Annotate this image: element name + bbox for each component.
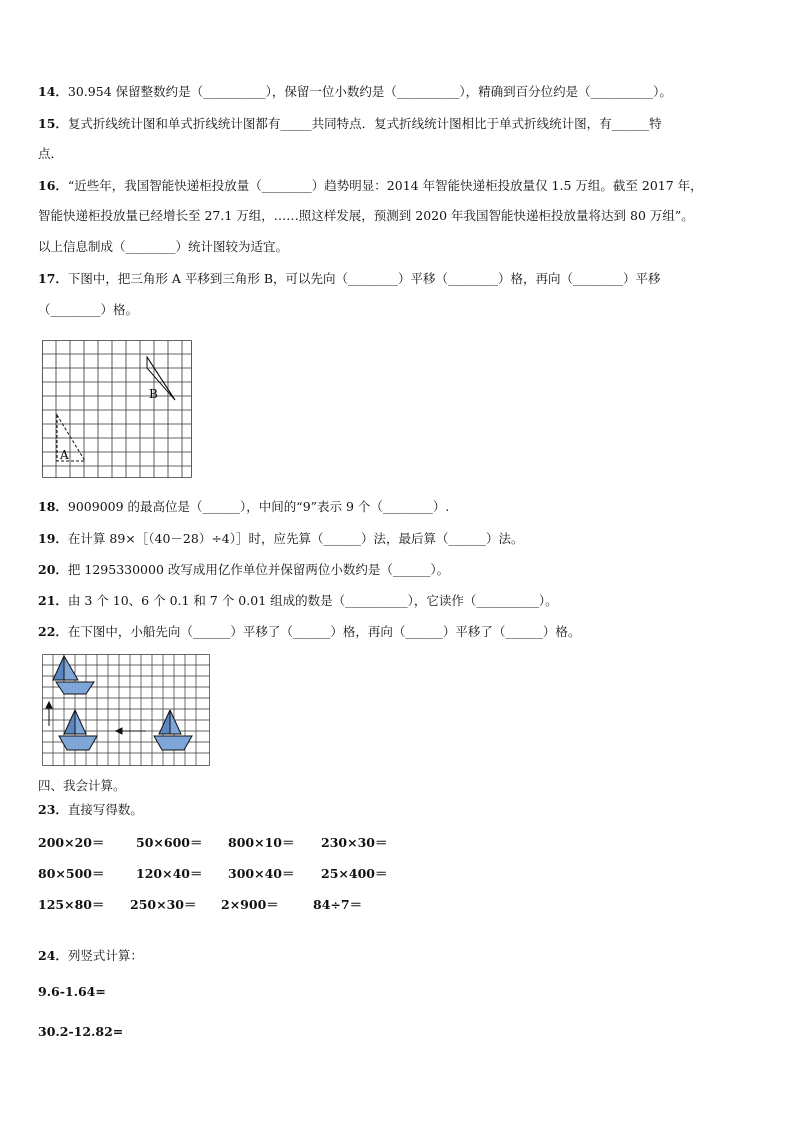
question-text: 把 1295330000 改写成用亿作单位并保留两位小数约是（______）。 [67, 562, 450, 577]
question-21 [38, 593, 558, 609]
question-text: 由 3 个 10、6 个 0.1 和 7 个 0.01 组成的数是（__________），它读作（__________）。 [67, 593, 558, 608]
calc-item: 200×20＝ [38, 835, 105, 850]
boat-right [154, 710, 192, 750]
question-number: 19． [38, 531, 68, 546]
up-arrow [46, 702, 52, 726]
question-number: 15． [38, 116, 68, 131]
question-number: 14． [38, 84, 68, 99]
calc-item: 50×600＝ [136, 835, 203, 850]
question-23 [38, 802, 143, 818]
question-number: 16． [38, 178, 68, 193]
question-22 [38, 624, 580, 640]
boat-top [53, 656, 94, 694]
question-text: 复式折线统计图和单式折线统计图都有_____共同特点．复式折线统计图相比于单式折线统计图，有______特 [67, 116, 662, 131]
question-text: 列竖式计算： [67, 948, 143, 963]
question-15 [38, 116, 662, 132]
question-15-continued [38, 146, 63, 162]
calc-item: 84÷7＝ [313, 897, 363, 912]
vertical-calc-2: 30.2-12.82= [38, 1024, 124, 1039]
calc-item: 25×400＝ [321, 866, 388, 881]
question-text: 下图中，把三角形 A 平移到三角形 B，可以先向（________）平移（________）格，再向（________）平移 [67, 271, 661, 286]
question-text: （________）格。 [38, 302, 139, 317]
vertical-calc-1: 9.6-1.64= [38, 984, 106, 999]
question-number: 17． [38, 271, 68, 286]
triangle-a-label: A [60, 448, 69, 462]
question-text: 在下图中，小船先向（______）平移了（______）格，再向（______）平移了（______）格。 [67, 624, 581, 639]
question-16 [38, 178, 703, 194]
calc-item: 80×500＝ [38, 866, 105, 881]
question-16-line3 [38, 239, 288, 255]
question-14 [38, 84, 672, 100]
question-text: 智能快递柜投放量已经增长至 27.1 万组，……照这样发展，预测到 2020 年我国智能快递柜投放量将达到 80 万组”。 [38, 208, 694, 223]
calc-item: 230×30＝ [321, 835, 388, 850]
question-20 [38, 562, 449, 578]
question-text: 30.954 保留整数约是（__________），保留一位小数约是（__________），精确到百分位约是（__________）。 [67, 84, 672, 99]
section-heading: 四、我会计算。 [38, 778, 126, 793]
boat-grid-figure [42, 654, 210, 766]
question-number: 24． [38, 948, 68, 963]
question-text: 以上信息制成（________）统计图较为适宜。 [38, 239, 289, 254]
question-number: 22． [38, 624, 68, 639]
question-text: “近些年，我国智能快递柜投放量（________）趋势明显：2014 年智能快递柜投放量仅 1.5 万组。截至 2017 年， [67, 178, 703, 193]
boat-left [59, 710, 97, 750]
question-number: 21． [38, 593, 68, 608]
calc-item: 2×900＝ [221, 897, 279, 912]
question-number: 18． [38, 499, 68, 514]
question-text: 点． [38, 146, 64, 161]
calc-item: 120×40＝ [136, 866, 203, 881]
calc-item: 125×80＝ [38, 897, 105, 912]
question-text: 在计算 89×［（40－28）÷4）］时，应先算（______）法，最后算（______）法。 [67, 531, 524, 546]
question-number: 20． [38, 562, 68, 577]
question-19 [38, 531, 524, 547]
triangle-b-label: B [149, 387, 158, 401]
calc-item: 300×40＝ [228, 866, 295, 881]
translation-grid-figure [42, 340, 192, 478]
question-18 [38, 499, 449, 515]
question-number: 23． [38, 802, 68, 817]
left-arrow [116, 728, 146, 734]
question-text: 9009009 的最高位是（______），中间的“9”表示 9 个（________）. [67, 499, 450, 514]
question-17-line2 [38, 302, 138, 318]
question-24 [38, 948, 143, 964]
calc-item: 250×30＝ [130, 897, 197, 912]
question-17 [38, 271, 661, 287]
calc-item: 800×10＝ [228, 835, 295, 850]
question-16-line2 [38, 208, 694, 224]
question-text: 直接写得数。 [67, 802, 143, 817]
